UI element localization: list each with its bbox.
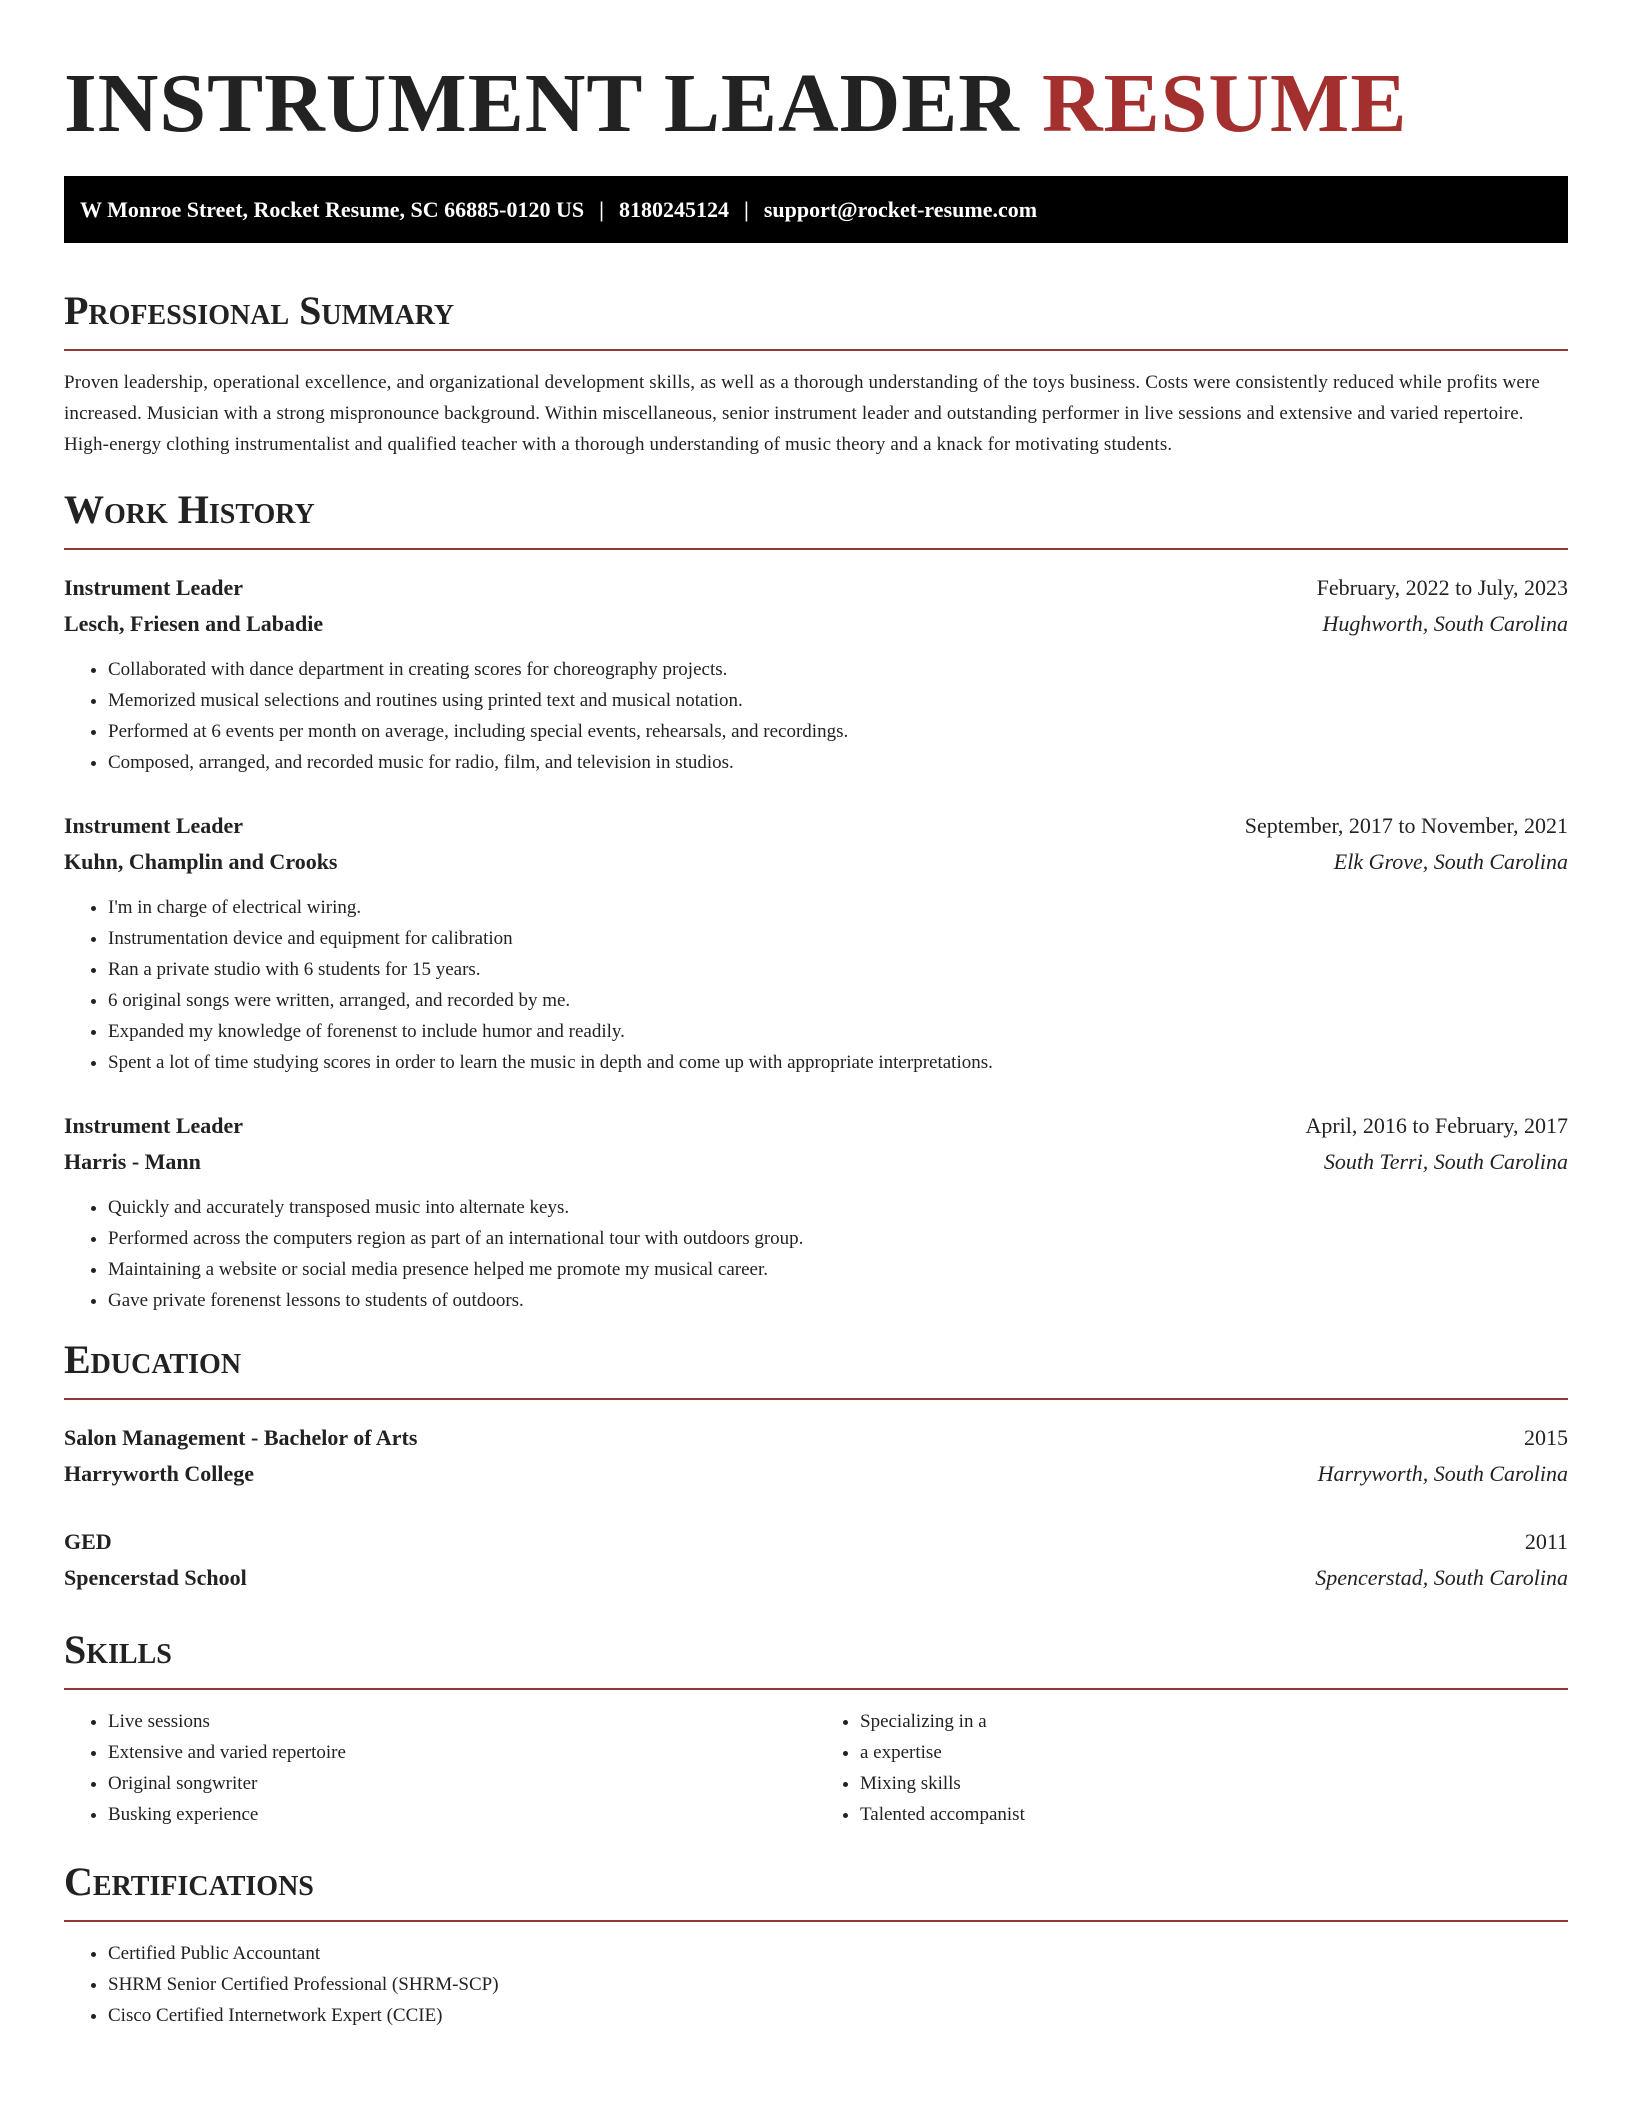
certification-item: • Cisco Certified Internetwork Expert (CCIE) [108,2000,1568,2031]
job-bullets [64,892,1568,1078]
job-bullet: • 6 original songs were written, arranged, and recorded by me. [108,985,1568,1016]
certification-item: • SHRM Senior Certified Professional (SHRM-SCP) [108,1969,1568,2000]
contact-email: support@rocket-resume.com [763,196,1038,222]
job-entry [64,570,1568,778]
work-history-heading: Work History [64,486,1568,550]
skill-item: • Talented accompanist [860,1799,1568,1830]
job-entry [64,808,1568,1078]
certifications-list [64,1938,1568,2031]
education-year: 2015 [1524,1425,1568,1450]
job-bullet: • Maintaining a website or social media presence helped me promote my musical career. [108,1254,1568,1285]
skill-item: • Live sessions [108,1706,816,1737]
job-company-row [64,844,1568,880]
contact-phone: 8180245124 [618,196,729,222]
job-bullet: • Quickly and accurately transposed music into alternate keys. [108,1192,1568,1223]
job-bullet: • Memorized musical selections and routines using printed text and musical notation. [108,685,1568,716]
education-school-row [64,1456,1568,1492]
title-accent: RESUME [1041,57,1408,150]
job-bullet: • Collaborated with dance department in creating scores for choreography projects. [108,654,1568,685]
skill-item: • Extensive and varied repertoire [108,1737,816,1768]
skill-item: • a expertise [860,1737,1568,1768]
job-bullets [64,654,1568,778]
resume-title [64,56,1568,152]
contact-address: W Monroe Street, Rocket Resume, SC 66885-0120 US [80,196,585,222]
skills-column-1 [64,1706,816,1830]
job-dates: September, 2017 to November, 2021 [1244,813,1568,838]
skills-heading: Skills [64,1626,1568,1690]
job-location: Hughworth, South Carolina [1322,611,1568,636]
summary-heading: Professional Summary [64,287,1568,351]
title-main: INSTRUMENT LEADER [64,57,1020,150]
skill-item: • Mixing skills [860,1768,1568,1799]
job-company: Lesch, Friesen and Labadie [64,611,324,636]
job-bullet: • I'm in charge of electrical wiring. [108,892,1568,923]
job-header-row [64,1108,1568,1144]
certifications-heading: Certifications [64,1858,1568,1922]
job-title: Instrument Leader [64,813,244,838]
work-history-section [64,486,1568,1316]
education-location: Harryworth, South Carolina [1317,1461,1568,1486]
job-company: Kuhn, Champlin and Crooks [64,849,338,874]
job-bullet: • Gave private forenenst lessons to students of outdoors. [108,1285,1568,1316]
education-degree-row [64,1524,1568,1560]
education-degree-row [64,1420,1568,1456]
certifications-section [64,1858,1568,2031]
job-bullets [64,1192,1568,1316]
job-company-row [64,1144,1568,1180]
education-location: Spencerstad, South Carolina [1315,1565,1568,1590]
job-bullet: • Spent a lot of time studying scores in order to learn the music in depth and come up with appropriate interpretations. [108,1047,1568,1078]
education-heading: Education [64,1336,1568,1400]
education-section [64,1336,1568,1596]
job-bullet: • Performed across the computers region as part of an international tour with outdoors group. [108,1223,1568,1254]
job-entry [64,1108,1568,1316]
skill-item: • Busking experience [108,1799,816,1830]
contact-separator: | [599,196,604,222]
contact-bar [64,176,1568,243]
job-bullet: • Ran a private studio with 6 students for 15 years. [108,954,1568,985]
job-header-row [64,808,1568,844]
summary-section [64,287,1568,460]
job-title: Instrument Leader [64,1113,244,1138]
job-location: Elk Grove, South Carolina [1333,849,1568,874]
education-degree: GED [64,1529,112,1554]
job-title: Instrument Leader [64,575,244,600]
certification-item: • Certified Public Accountant [108,1938,1568,1969]
contact-separator: | [743,196,749,222]
education-entry [64,1524,1568,1596]
education-school-row [64,1560,1568,1596]
education-entry [64,1420,1568,1492]
job-bullet: • Expanded my knowledge of forenenst to include humor and readily. [108,1016,1568,1047]
skills-column-2 [816,1706,1568,1830]
skill-item: • Specializing in a [860,1706,1568,1737]
job-header-row [64,570,1568,606]
job-bullet: • Composed, arranged, and recorded music for radio, film, and television in studios. [108,747,1568,778]
job-bullet: • Performed at 6 events per month on average, including special events, rehearsals, and recordings. [108,716,1568,747]
job-company: Harris - Mann [64,1149,201,1174]
skill-item: • Original songwriter [108,1768,816,1799]
job-dates: February, 2022 to July, 2023 [1316,575,1568,600]
job-location: South Terri, South Carolina [1323,1149,1568,1174]
education-degree: Salon Management - Bachelor of Arts [64,1425,418,1450]
skills-grid [64,1706,1568,1830]
job-company-row [64,606,1568,642]
education-school: Spencerstad School [64,1565,247,1590]
job-dates: April, 2016 to February, 2017 [1305,1113,1568,1138]
summary-text: Proven leadership, operational excellence, and organizational development skills, as well as a thorough understanding of the toys business. Costs were consistently reduced while profits were increased. Musician with a strong mispronounce background. Within miscellaneous, senior instrument leader and outstanding performer in live sessions and extensive and varied repertoire. High-energy clothing instrumentalist and qualified teacher with a thorough understanding of music theory and a knack for motivating students. [64,372,1540,455]
job-bullet: • Instrumentation device and equipment for calibration [108,923,1568,954]
education-year: 2011 [1524,1529,1568,1554]
education-school: Harryworth College [64,1461,254,1486]
skills-section [64,1626,1568,1830]
